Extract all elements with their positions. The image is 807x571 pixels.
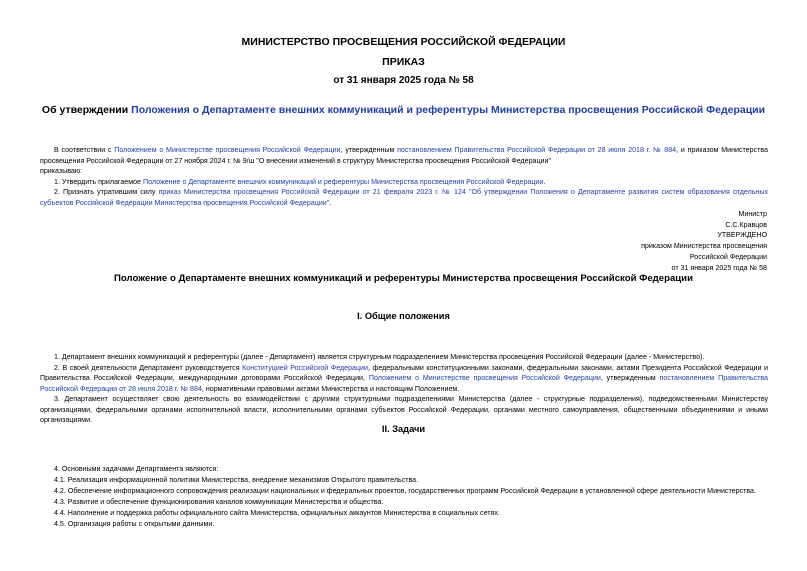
preamble-text-2: , утвержденным (340, 146, 398, 154)
item-1-end: . (543, 177, 546, 186)
task-4-5: 4.5. Организация работы с открытыми данными. (54, 520, 215, 528)
preamble-paragraph (40, 145, 768, 166)
approved-date: от 31 января 2025 года № 58 (671, 263, 767, 272)
section-2-paragraph-4: 4. Основными задачами Департамента являются: (54, 465, 219, 473)
item-2-end: . (329, 198, 332, 207)
minister-name: С.С.Кравцов (725, 220, 767, 229)
minister-position: Министр (738, 210, 767, 218)
s1p2-text-a: 2. В своей деятельности Департамент руководствуется (54, 363, 243, 372)
section-2-heading: II. Задачи (381, 424, 426, 434)
approved-by-order: приказом Министерства просвещения (641, 242, 767, 251)
item-1-text: 1. Утвердить прилагаемое (54, 177, 143, 186)
order-title-link[interactable]: Положения о Департаменте внешних коммуникаций и референтуры Министерства просвещения Российской Федерации (131, 104, 766, 116)
link-approved-regulation[interactable]: Положение о Департаменте внешних коммуникаций и референтуры Министерства просвещения Российской Федерации (142, 177, 544, 186)
link-government-decree[interactable]: постановлением Правительства Российской Федерации от 28 июля 2018 г. № 884 (397, 146, 677, 154)
task-4-2: 4.2. Обеспечение информационного сопровождения реализации национальных и федеральных проектов, государственных программ Российской Федерации в установленной сфере деятельности Министерства. (54, 487, 756, 495)
order-title-prefix: Об утверждении (41, 104, 132, 116)
link-ministry-regulation-2[interactable]: Положением о Министерстве просвещения Российской Федерации (368, 374, 601, 382)
order-word: приказываю: (40, 167, 83, 175)
preamble-text-1: В соответствии с (54, 146, 115, 154)
task-4-1: 4.1. Реализация информационной политики Министерства, внедрение механизмов Открытого правительства. (54, 476, 419, 484)
s1p2-text-b: , федеральными конституционными законами, федеральными законами, актами Президента Российской Федерации и Правительства Российской Федерации, международными договорами Российской Федерации, (40, 363, 769, 382)
section-1-paragraph-3: 3. Департамент осуществляет свою деятельность во взаимодействии с другими структурными подразделениями Министерства (далее - структурные подразделения), подведомственными Министерству организациями, федеральными органами исполнительной власти, исполнительными органами субъектов Российской Федерации, органами местного самоуправления, общественными объединениями и иными организациями. (40, 395, 768, 424)
link-government-decree-2[interactable]: постановлением Правительства Российской Федерации от 28 июля 2018 г. № 884 (40, 374, 768, 393)
task-4-4: 4.4. Наполнение и поддержка работы официального сайта Министерства, официальных аккаунтов Министерства в социальных сетях. (54, 509, 500, 517)
approved-label: УТВЕРЖДЕНО (717, 231, 767, 240)
task-4-3: 4.3. Развитие и обеспечение функционирования каналов коммуникации Министерства и общества. (54, 498, 384, 506)
signature-block (641, 209, 767, 273)
s1p2-text-d: , нормативными правовыми актами Министерства и настоящим Положением. (201, 384, 460, 393)
item-1 (54, 177, 768, 188)
ministry-heading: МИНИСТЕРСТВО ПРОСВЕЩЕНИЯ РОССИЙСКОЙ ФЕДЕРАЦИИ (241, 36, 566, 48)
link-repealed-order[interactable]: приказ Министерства просвещения Российской Федерации от 21 февраля 2023 г. № 124 "Об утверждении Положения о Департаменте развития систем образования отдельных субъектов Российской Федерации Министерства просвещения Российской Федерации" (40, 188, 768, 207)
section-1-heading: I. Общие положения (357, 311, 450, 321)
item-2 (40, 187, 768, 208)
preamble-text-3: , и приказом Министерства просвещения Российской Федерации от 27 ноября 2024 г. № 9/ш "О внесении изменений в структуру Министерства просвещения Российской Федерации" (40, 146, 768, 165)
order-title (0, 104, 807, 116)
approved-rf: Российской Федерации (689, 252, 767, 261)
section-1-paragraph-2 (40, 363, 768, 395)
link-ministry-regulation[interactable]: Положением о Министерстве просвещения Российской Федерации (114, 146, 341, 154)
item-2-text: 2. Признать утратившим силу (54, 188, 159, 196)
regulation-title: Положение о Департаменте внешних коммуникаций и референтуры Министерства просвещения Российской Федерации (114, 273, 693, 284)
doc-type-heading: ПРИКАЗ (382, 56, 425, 68)
s1p2-text-c: , утвержденным (600, 374, 660, 382)
order-date-number: от 31 января 2025 года № 58 (333, 75, 474, 86)
link-constitution[interactable]: Конституцией Российской Федерации (242, 363, 368, 372)
section-1-paragraph-1: 1. Департамент внешних коммуникаций и референтуры (далее - Департамент) является структурным подразделением Министерства просвещения Российской Федерации (далее - Министерство). (54, 353, 705, 361)
